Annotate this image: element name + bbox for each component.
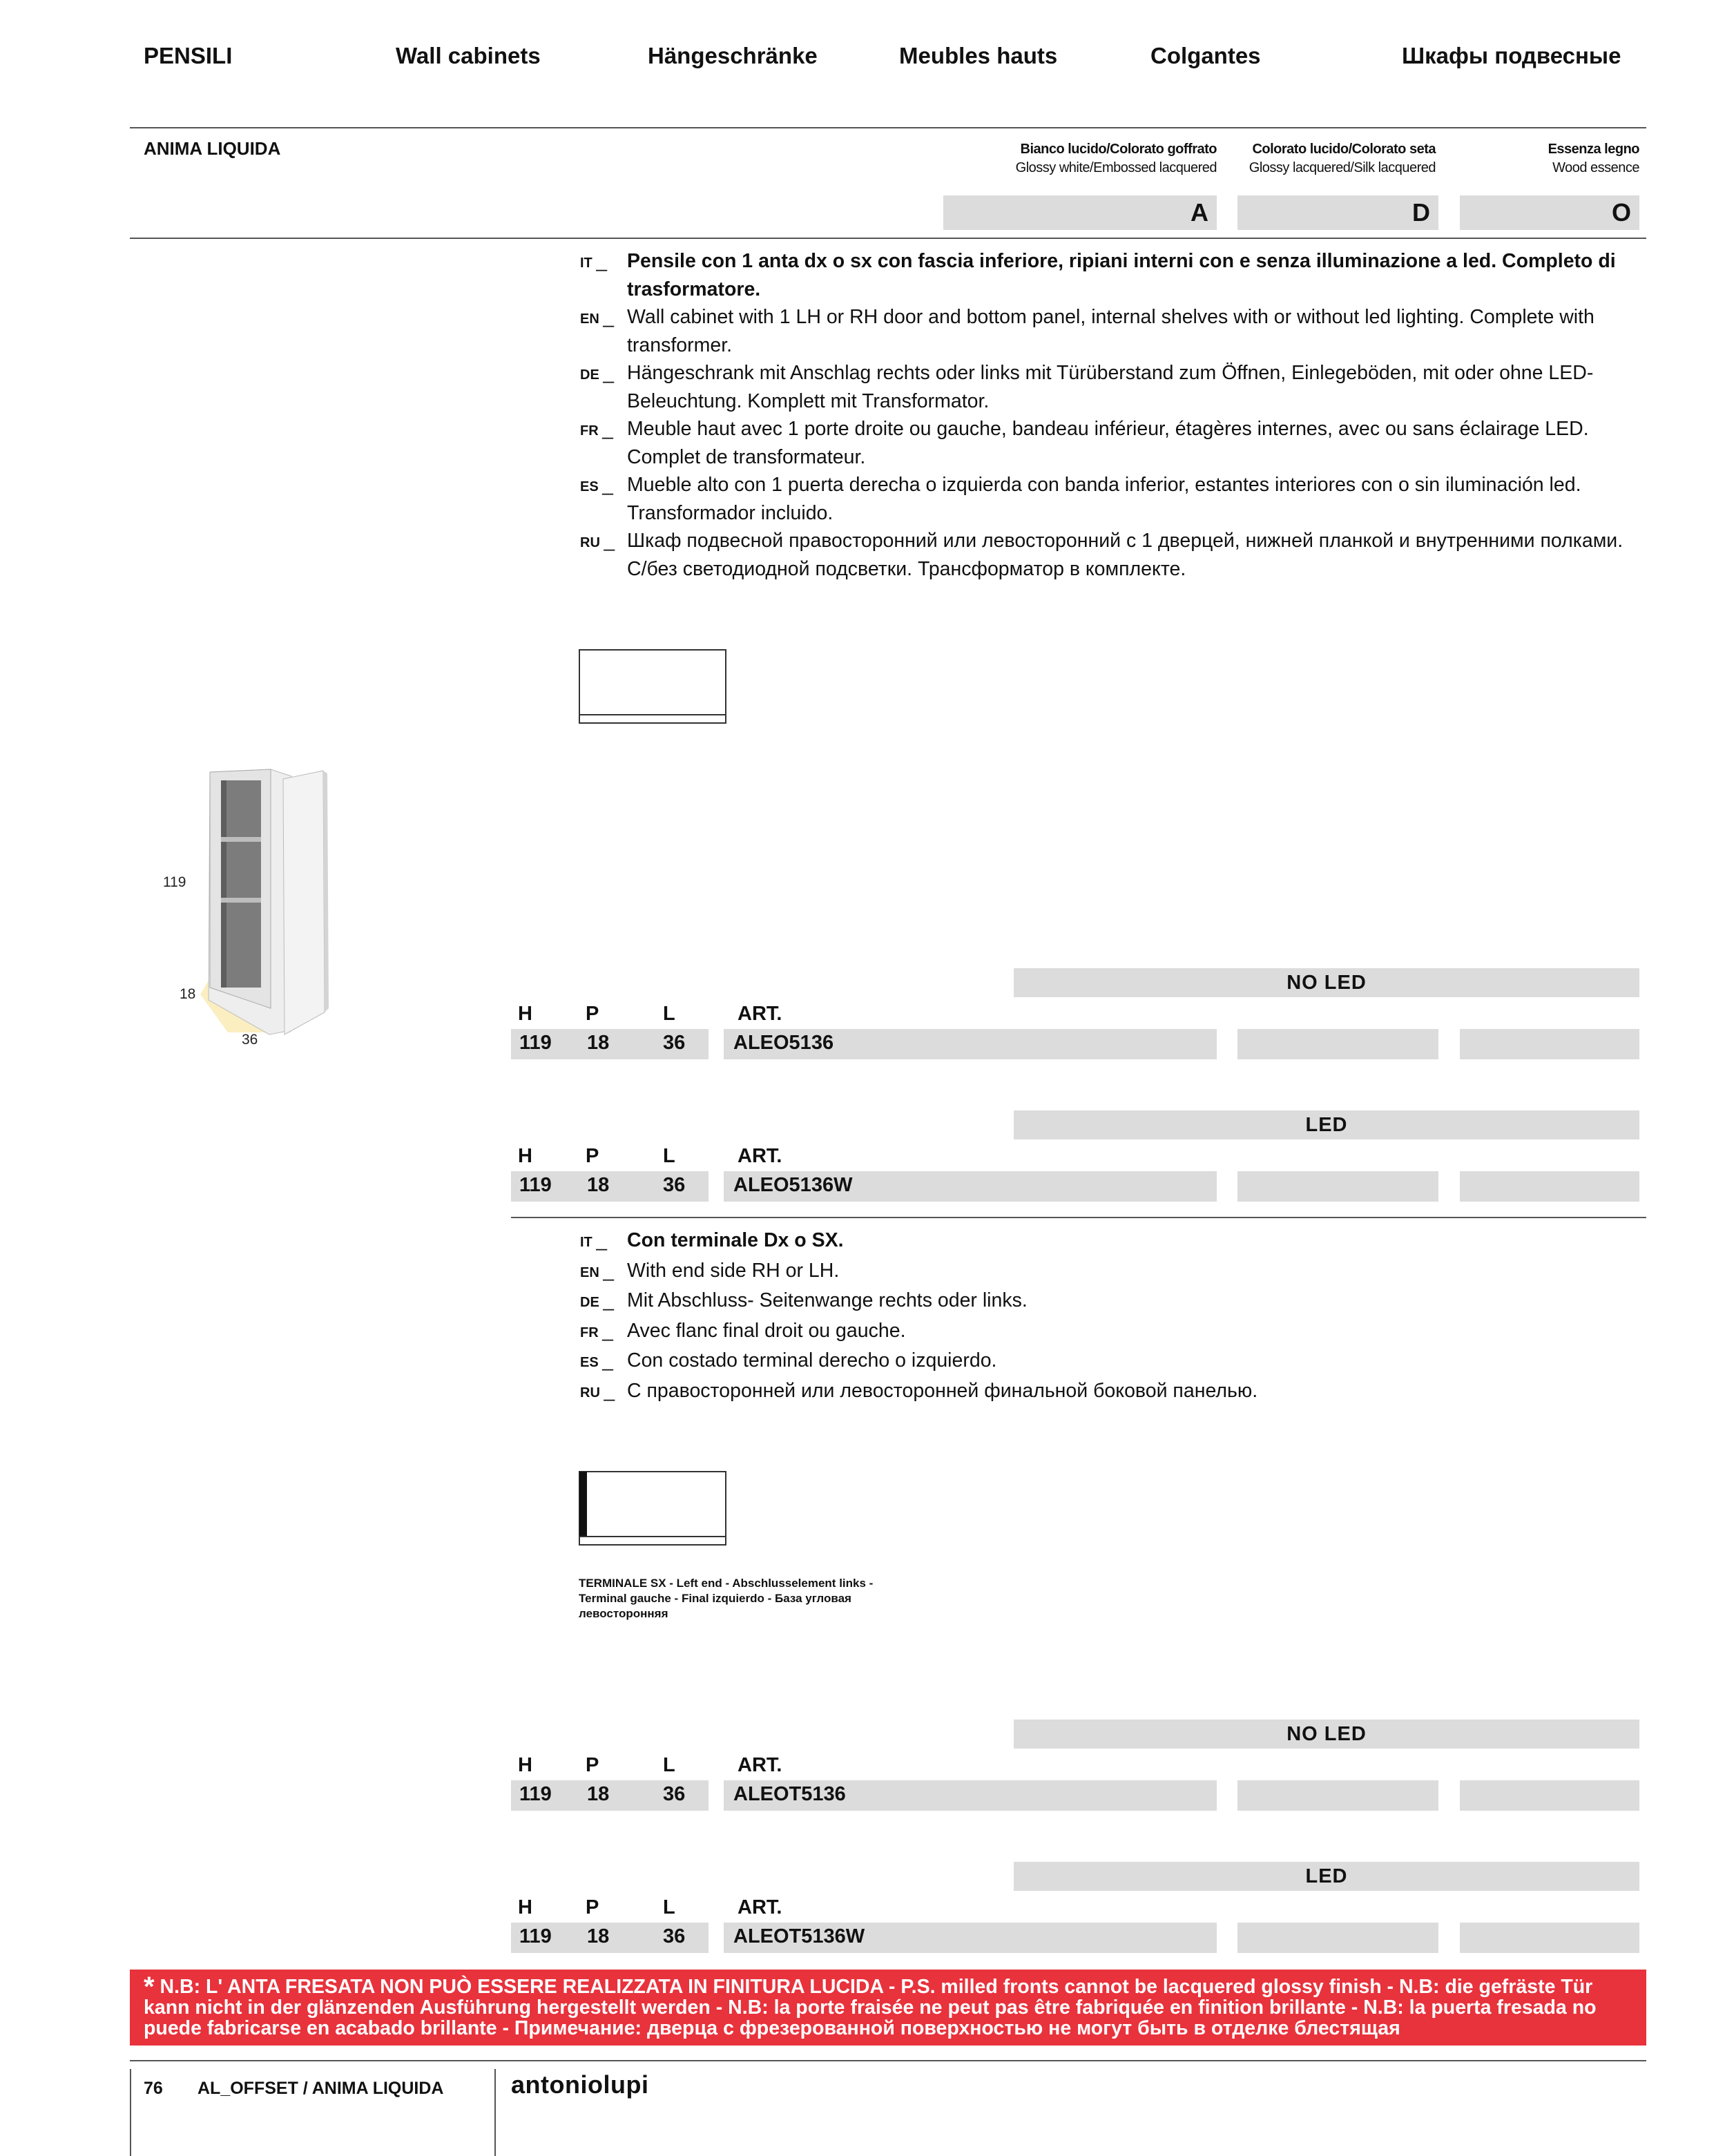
table2-p: 18 (587, 1174, 610, 1196)
section2-ru: С правосторонней или левосторонней финальной боковой панелью. (627, 1379, 1258, 1402)
section2-es: Con costado terminal derecho o izquierdo. (627, 1349, 997, 1371)
brand-logo: antoniolupi (511, 2070, 649, 2099)
finishes-rule (130, 238, 1646, 239)
section1-de: Hängeschrank mit Anschlag rechts oder links mit Türüberstand zum Öffnen, Einlegeböden, mit oder ohne LED-Beleuchtung. Komplett mit Transformator. (627, 362, 1594, 412)
section2-en: With end side RH or LH. (627, 1259, 840, 1282)
table1-p-header: P (586, 1003, 599, 1025)
lang-en: EN (580, 311, 599, 327)
table4-p-header: P (586, 1896, 599, 1918)
table1-art-header: ART. (738, 1003, 782, 1025)
section1-es: Mueble alto con 1 puerta derecha o izquierda con banda inferior, estantes interiores con o sin iluminación led. Transformador incluido. (627, 474, 1581, 524)
lang-it: IT (580, 256, 592, 271)
dim-depth: 18 (180, 986, 196, 1002)
lang-ru: RU (580, 535, 600, 550)
table3-cell-o (1460, 1780, 1639, 1811)
table4-led-label: LED (1014, 1862, 1639, 1891)
section2-it: Con terminale Dx o SX. (627, 1229, 844, 1251)
finish-a-title: Bianco lucido/Colorato goffrato (1020, 142, 1217, 157)
table2-h-header: H (518, 1145, 532, 1167)
section-divider (511, 1217, 1646, 1218)
table1-l-header: L (663, 1003, 675, 1025)
footer-rule (130, 2060, 1646, 2061)
section2-description: IT _ Con terminale Dx o SX. EN _ With end side RH or LH. DE _ Mit Abschluss- Seitenwange rechts oder links. FR _ Avec flanc final droit ou gauche. ES _ Con costado terminal derecho o izquierdo. RU _ С правосторонней или левосторонней финальной боковой панелью. (580, 1226, 1644, 1407)
table3-led-label: NO LED (1014, 1720, 1639, 1749)
plan-view-diagram (579, 649, 728, 726)
section1-ru: Шкаф подвесной правосторонний или левосторонний с 1 дверцей, нижней планкой и внутренними полками. С/без светодиодной подсветки. Трансформатор в комплекте. (627, 530, 1623, 580)
finish-d-code: D (1412, 198, 1430, 227)
table4-l: 36 (663, 1925, 686, 1947)
table2-cell-d (1237, 1171, 1438, 1202)
section2-de: Mit Abschluss- Seitenwange rechts oder links. (627, 1289, 1028, 1311)
table3-h: 119 (519, 1783, 552, 1805)
finish-d-title: Colorato lucido/Colorato seta (1252, 142, 1436, 157)
page-number: 76 (144, 2079, 163, 2098)
table2-art-header: ART. (738, 1145, 782, 1167)
table3-p: 18 (587, 1783, 610, 1805)
table2-led-label: LED (1014, 1110, 1639, 1139)
lang-fr: FR (580, 1325, 599, 1340)
table3-art-header: ART. (738, 1754, 782, 1776)
table1-h: 119 (519, 1032, 552, 1054)
table1-art: ALEO5136 (733, 1032, 834, 1054)
table3-h-header: H (518, 1754, 532, 1776)
header-rule (130, 127, 1646, 128)
table4-p: 18 (587, 1925, 610, 1947)
table4-art-header: ART. (738, 1896, 782, 1918)
note-text: N.B: L' ANTA FRESATA NON PUÒ ESSERE REALIZZATA IN FINITURA LUCIDA - P.S. milled fronts cannot be lacquered glossy finish - N.B: die gefräste Tür kann nicht in der glänzenden Ausführung hergestellt werden - N.B: la porte fraisée ne peut pas être fabriquée en finition brillante - N.B: la puerta fresada no puede fabricarse en acabado brillante - Примечание: дверца с фрезерованной поверхностью не могут быть в отделке блестящая (144, 1976, 1597, 2039)
table4-h-header: H (518, 1896, 532, 1918)
table1-h-header: H (518, 1003, 532, 1025)
plan-view-end-diagram (579, 1471, 728, 1548)
section1-it: Pensile con 1 anta dx o sx con fascia inferiore, ripiani interni con e senza illuminazione a led. Completo di trasformatore. (627, 250, 1616, 300)
lang-ru: RU (580, 1385, 600, 1401)
section1-en: Wall cabinet with 1 LH or RH door and bottom panel, internal shelves with or without led lighting. Complete with transformer. (627, 306, 1594, 356)
header-de: Hängeschränke (648, 43, 818, 68)
table1-cell-o (1460, 1029, 1639, 1059)
section1-fr: Meuble haut avec 1 porte droite ou gauche, bandeau inférieur, étagères internes, avec ou sans éclairage LED. Complet de transformateur. (627, 418, 1589, 468)
wall-cabinet-illustration (193, 760, 345, 1050)
note-star: * (144, 1972, 155, 2002)
finish-o-subtitle: Wood essence (1552, 160, 1639, 175)
table2-p-header: P (586, 1145, 599, 1167)
table2-cell-o (1460, 1171, 1639, 1202)
lang-de: DE (580, 367, 599, 383)
table4-cell-o (1460, 1923, 1639, 1953)
table4-l-header: L (663, 1896, 675, 1918)
section1-description: IT _ Pensile con 1 anta dx o sx con fascia inferiore, ripiani interni con e senza illuminazione a led. Completo di trasformatore. EN _ Wall cabinet with 1 LH or RH door and bottom panel, internal shelves with or without led lighting. Complete with transformer. DE _ Hängeschrank mit Anschlag rechts oder links mit Türüberstand zum Öffnen, Einlegeböden, mit oder ohne LED-Beleuchtung. Komplett mit Transformator. FR _ Meuble haut avec 1 porte droite ou gauche, bandeau inférieur, étagères internes, avec ou sans éclairage LED. Complet de transformateur. ES _ Mueble alto con 1 puerta derecha o izquierda con banda inferior, estantes interiores con o sin iluminación led. Transformador incluido. RU _ Шкаф подвесной правосторонний или левосторонний с 1 дверцей, нижней планкой и внутренними полками. С/без светодиодной подсветки. Трансформатор в комплекте. (580, 247, 1644, 583)
section2-fr: Avec flanc final droit ou gauche. (627, 1319, 906, 1342)
header-ru: Шкафы подвесные (1402, 43, 1621, 68)
dim-height: 119 (163, 874, 186, 890)
table1-p: 18 (587, 1032, 610, 1054)
finish-d-subtitle: Glossy lacquered/Silk lacquered (1249, 160, 1436, 175)
header-it: PENSILI (144, 43, 233, 68)
lang-de: DE (580, 1295, 599, 1310)
table1-led-label: NO LED (1014, 968, 1639, 997)
table4-art: ALEOT5136W (733, 1925, 865, 1947)
finish-o-code: O (1611, 198, 1631, 227)
table2-l: 36 (663, 1174, 686, 1196)
table2-art: ALEO5136W (733, 1174, 853, 1196)
collection-name: ANIMA LIQUIDA (144, 138, 281, 159)
lang-es: ES (580, 1355, 599, 1370)
table3-cell-d (1237, 1780, 1438, 1811)
finish-a-code: A (1191, 198, 1208, 227)
table2-l-header: L (663, 1145, 675, 1167)
finish-o-title: Essenza legno (1548, 142, 1639, 157)
table3-art: ALEOT5136 (733, 1783, 846, 1805)
lang-en: EN (580, 1264, 599, 1280)
header-es: Colgantes (1150, 43, 1261, 68)
warning-note (130, 1970, 1646, 2046)
table1-cell-d (1237, 1029, 1438, 1059)
table4-h: 119 (519, 1925, 552, 1947)
header-en: Wall cabinets (396, 43, 541, 68)
table1-l: 36 (663, 1032, 686, 1054)
footer-section: AL_OFFSET / ANIMA LIQUIDA (197, 2079, 444, 2098)
finish-a-subtitle: Glossy white/Embossed lacquered (1015, 160, 1217, 175)
header-fr: Meubles hauts (899, 43, 1058, 68)
table3-l: 36 (663, 1783, 686, 1805)
lang-fr: FR (580, 423, 599, 439)
table2-h: 119 (519, 1174, 552, 1196)
table3-p-header: P (586, 1754, 599, 1776)
table4-cell-d (1237, 1923, 1438, 1953)
end-caption: TERMINALE SX - Left end - Abschlusselement links - Terminal gauche - Final izquierdo - База угловая левосторонняя (579, 1577, 874, 1620)
dim-width: 36 (242, 1032, 258, 1048)
lang-es: ES (580, 479, 599, 494)
table3-l-header: L (663, 1754, 675, 1776)
lang-it: IT (580, 1235, 592, 1250)
